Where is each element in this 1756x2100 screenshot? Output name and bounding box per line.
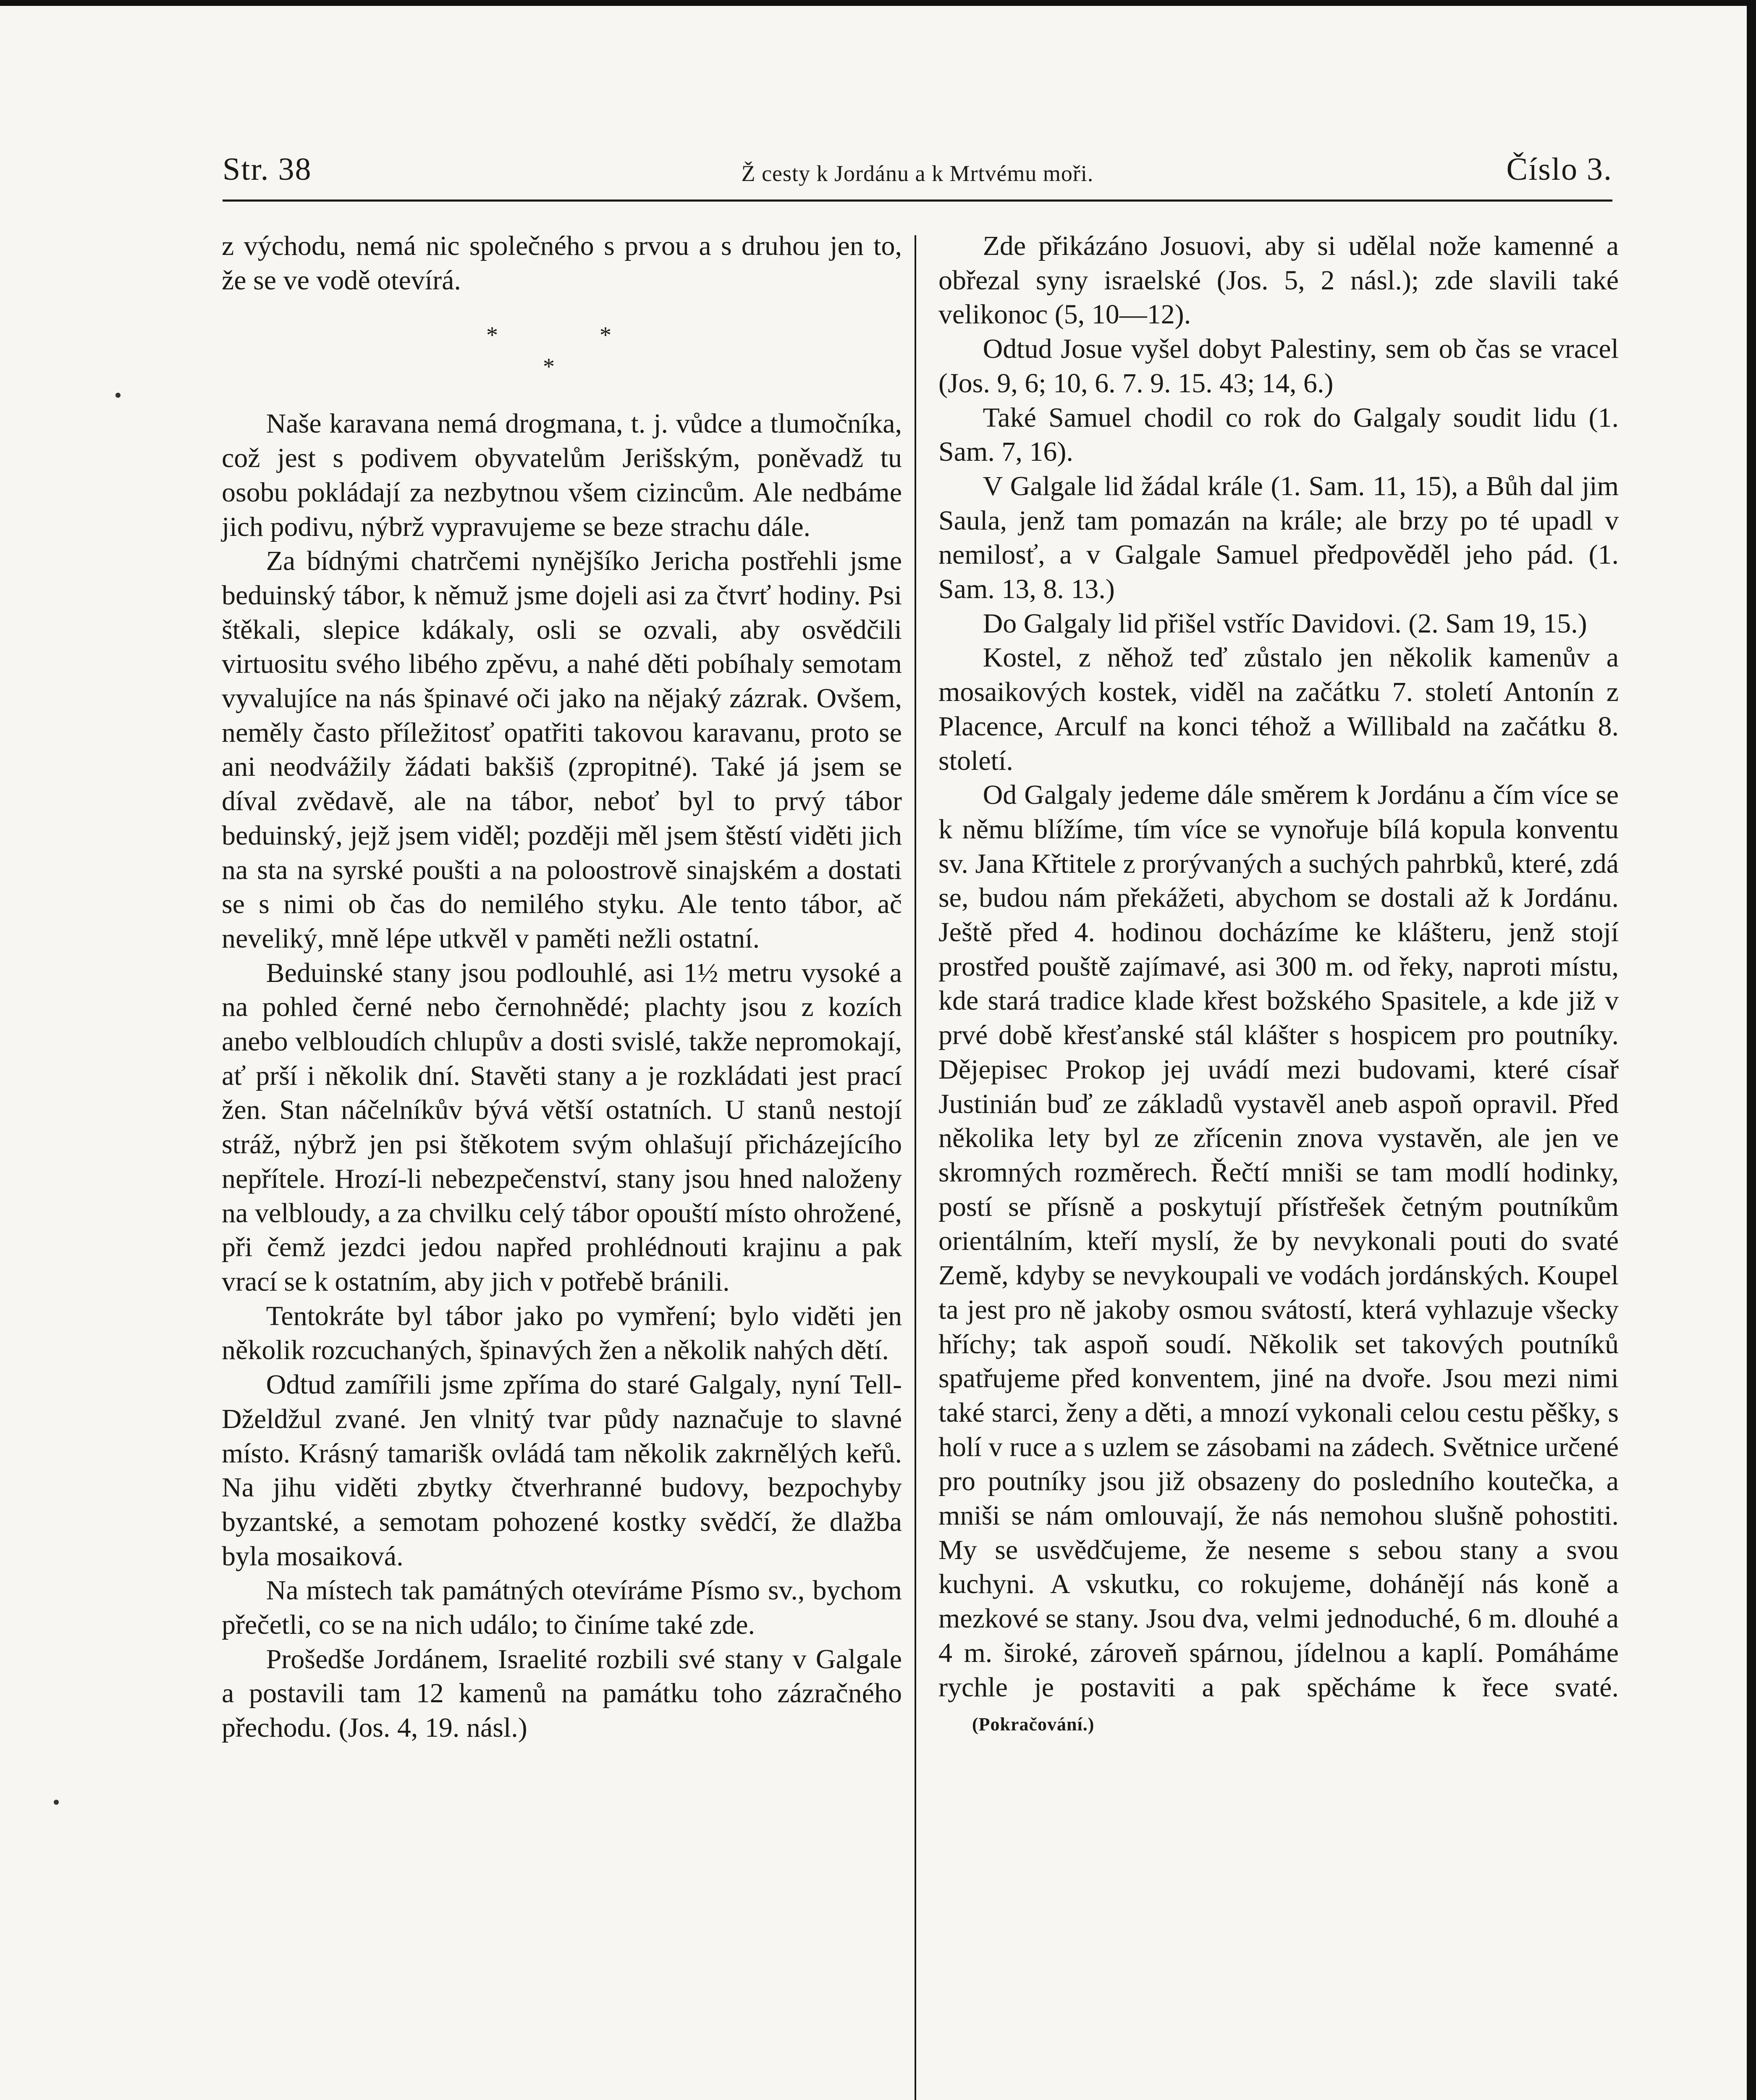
paragraph: Prošedše Jordánem, Israelité rozbili své stany v Galgale a postavili tam 12 kamenů na památku toho zázračného přechodu. (Jos. 4, 19. násl.) bbox=[222, 1643, 902, 1743]
paragraph: Tentokráte byl tábor jako po vymření; bylo viděti jen několik rozcuchaných, špinavých žen a několik nahých dětí. bbox=[222, 1300, 902, 1366]
paragraph: Odtud Josue vyšel dobyt Palestiny, sem ob čas se vracel (Jos. 9, 6; 10, 6. 7. 9. 15. 43; 14, 6.) bbox=[938, 333, 1619, 399]
paragraph: Za bídnými chatrčemi nynějšíko Jericha postřehli jsme beduinský tábor, k němuž jsme dojeli asi za čtvrť hodiny. Psi štěkali, slepice kdákaly, osli se ozvali, aby osvědčili virtuositu svého libého zpěvu, a nahé děti pobíhaly semotam vyvalujíce na nás špinavé oči jako na nějaký zázrak. Ovšem, neměly často příležitosť opatřiti takovou karavanu, proto se ani neodvážily žádati bakšiš (zpropitné). Také já jsem se díval zvědavě, ale na tábor, neboť byl to prvý tábor beduinský, jejž jsem viděl; později měl jsem štěstí viděti jich na sta na syrské poušti a na poloostrově sinajském a dostati se s nimi ob čas do nemilého styku. Ale tento tábor, ač neveliký, mně lépe utkvěl v paměti nežli ostatní. bbox=[222, 546, 902, 954]
paragraph: Odtud zamířili jsme zpříma do staré Galgaly, nyní Tell-Dželdžul zvané. Jen vlnitý tvar půdy naznačuje to slavné místo. Krásný tamarišk ovládá tam několik zakrnělých keřů. Na jihu viděti zbytky čtverhranné budovy, bezpochyby byzantské, a semotam pohozené kostky svědčí, že dlažba byla mosaiková. bbox=[222, 1369, 902, 1572]
paragraph: Do Galgaly lid přišel vstříc Davidovi. (2. Sam 19, 15.) bbox=[983, 608, 1587, 639]
asterisk: * bbox=[486, 322, 498, 349]
continuation-note: (Pokračování.) bbox=[972, 1714, 1095, 1735]
issue-number: Číslo 3. bbox=[1506, 152, 1612, 187]
scan-border-top bbox=[0, 0, 1756, 6]
left-column bbox=[222, 229, 902, 1745]
paragraph: Naše karavana nemá drogmana, t. j. vůdce a tlumočníka, což jest s podivem obyvatelům Jerišským, poněvadž tu osobu pokládají za nezbytnou všem cizincům. Ale nedbáme jich podivu, nýbrž vypravujeme se beze strachu dále. bbox=[222, 408, 902, 542]
page-number: Str. 38 bbox=[223, 152, 312, 187]
paragraph: z východu, nemá nic společného s prvou a s druhou jen to, že se ve vodě otevírá. bbox=[222, 231, 902, 296]
scan-speck bbox=[115, 393, 121, 398]
asterisk: * bbox=[600, 322, 611, 349]
header-rule bbox=[223, 200, 1612, 202]
paragraph bbox=[938, 778, 1619, 1742]
running-head bbox=[223, 151, 1612, 197]
paragraph: Kostel, z něhož teď zůstalo jen několik kamenův a mosaikových kostek, viděl na začátku 7. století Antonín z Placence, Arculf na konci téhož a Willibald na začátku 8. století. bbox=[938, 642, 1619, 776]
scan-border-right bbox=[1747, 0, 1756, 2100]
paragraph: Na místech tak památných otevíráme Písmo sv., bychom přečetli, co se na nich událo; to činíme také zde. bbox=[222, 1575, 902, 1641]
asterisk: * bbox=[543, 354, 555, 380]
column-divider bbox=[915, 235, 916, 2100]
section-separator bbox=[222, 297, 902, 407]
running-title: Ž cesty k Jordánu a k Mrtvému moři. bbox=[741, 161, 1094, 186]
right-column bbox=[938, 229, 1619, 1742]
paragraph: Také Samuel chodil co rok do Galgaly soudit lidu (1. Sam. 7, 16). bbox=[938, 402, 1619, 467]
paragraph: V Galgale lid žádal krále (1. Sam. 11, 15), a Bůh dal jim Saula, jenž tam pomazán na krále; ale brzy po té upadl v nemilosť, a v Galgale Samuel předpověděl jeho pád. (1. Sam. 13, 8. 13.) bbox=[938, 470, 1619, 605]
paragraph-text: Od Galgaly jedeme dále směrem k Jordánu a čím více se k němu blížíme, tím více se vynořuje bílá kopula konventu sv. Jana Křtitele z prorývaných a suchých pahrbků, které, zdá se, budou nám překážeti, abychom se dostali až k Jordánu. Ještě před 4. hodinou docházíme ke klášteru, jenž stojí prostřed pouště zajímavé, asi 300 m. od řeky, naproti místu, kde stará tradice klade křest božského Spasitele, a kde již v prvé době křesťanské stál klášter s hospicem pro poutníky. Dějepisec Prokop jej uvádí mezi budovami, které císař Justinián buď ze základů vystavěl aneb aspoň opravil. Před několika lety byl ze zřícenin znova vystavěn, ale jen ve skromných rozměrech. Řečtí mniši se tam modlí hodinky, postí se přísně a poskytují přístřešek četným poutníkům orientálním, kteří myslí, že by nevykonali pouti do svaté Země, kdyby se nevykoupali ve vodách jordánských. Koupel ta jest pro ně jakoby osmou svátostí, která vyhlazuje všecky hříchy; tak aspoň soudí. Několik set takových poutníků spatřujeme před konventem, jiné na dvoře. Jsou mezi nimi také starci, ženy a děti, a mnozí vykonali celou cestu pěšky, s holí v ruce a s uzlem se zásobami na zádech. Světnice určené pro poutníky jsou již obsazeny do posledního koutečka, a mniši se nám omlouvají, že nás nemohou slušně pohostiti. My se usvědčujeme, že neseme s sebou stany a svou kuchyni. A vskutku, co rokujeme, dohánějí nás koně a mezkové se stany. Jsou dva, velmi jednoduché, 6 m. dlouhé a 4 m. široké, zároveň spárnou, jídelnou a kaplí. Pomáháme rychle je postaviti a pak spěcháme k řece svaté. bbox=[938, 780, 1619, 1703]
paragraph: Zde přikázáno Josuovi, aby si udělal nože kamenné a obřezal syny israelské (Jos. 5, 2 násl.); zde slavili také velikonoc (5, 10—12). bbox=[938, 231, 1619, 330]
scan-speck bbox=[54, 1800, 59, 1805]
paragraph: Beduinské stany jsou podlouhlé, asi 1½ metru vysoké a na pohled černé nebo černohnědé; plachty jsou z kozích anebo velbloudích chlupův a dosti svislé, takže nepromokají, ať prší i několik dní. Stavěti stany a je rozkládati jest prací žen. Stan náčelníkův bývá větší ostatních. U stanů nestojí stráž, nýbrž jen psi štěkotem svým ohlašují přicházejícího nepřítele. Hrozí-li nebezpečenství, stany jsou hned naloženy na velbloudy, a za chvilku celý tábor opouští místo ohrožené, při čemž jezdci jedou napřed prohlédnouti krajinu a pak vrací se k ostatním, aby jich v potřebě bránili. bbox=[222, 957, 902, 1297]
